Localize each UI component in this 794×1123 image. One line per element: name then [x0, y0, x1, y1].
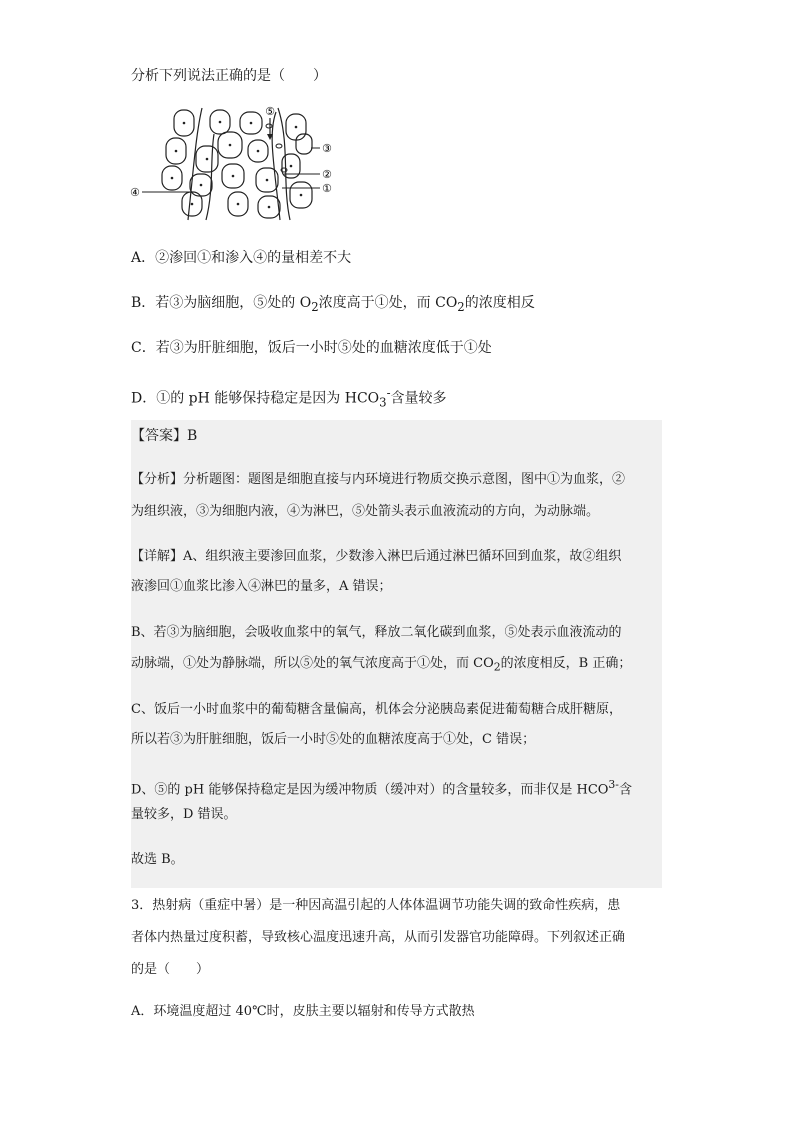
- detail-c-line-1: C、饭后一小时血浆中的葡萄糖含量偏高，机体会分泌胰岛素促进葡萄糖合成肝糖原，: [131, 702, 622, 717]
- option-d: D．①的 pH 能够保持稳定是因为 $HCO_3^-$含量较多: [131, 386, 447, 410]
- detail-a-line-2: 液渗回①血浆比渗入④淋巴的量多，A 错误；: [131, 579, 392, 594]
- question-stem: 分析下列说法正确的是（ ）: [131, 68, 327, 84]
- analysis-line-2: 为组织液，③为细胞内液，④为淋巴，⑤处箭头表示血液流动的方向，为动脉端。: [131, 504, 600, 519]
- label-3: ③: [322, 142, 332, 155]
- tissue-cells: [162, 110, 312, 218]
- detail-c-line-2: 所以若③为肝脏细胞，饭后一小时⑤处的血糖浓度高于①处，C 错误；: [131, 732, 536, 747]
- label-5: ⑤: [265, 105, 275, 118]
- detail-b-line-1: B、若③为脑细胞，会吸收血浆中的氧气，释放二氧化碳到血浆，⑤处表示血液流动的: [131, 625, 622, 640]
- detail-a-line-1: 【详解】A、组织液主要渗回血浆，少数渗入淋巴后通过淋巴循环回到血浆，故②组织: [131, 549, 622, 564]
- question-3-line-1: 3．热射病（重症中暑）是一种因高温引起的人体体温调节功能失调的致命性疾病，患: [131, 898, 621, 913]
- option-c: C．若③为肝脏细胞，饭后一小时⑤处的血糖浓度低于①处: [131, 340, 492, 356]
- question-3-line-3: 的是（ ）: [131, 962, 210, 977]
- answer-line: 【答案】B: [131, 428, 198, 444]
- option-b: B．若③为脑细胞，⑤处的 $O_2$浓度高于①处，而 $CO_2$的浓度相反: [131, 295, 535, 314]
- label-2: ②: [322, 168, 332, 181]
- analysis-line-1: 【分析】分析题图：题图是细胞直接与内环境进行物质交换示意图，图中①为血浆，②: [131, 472, 626, 487]
- detail-d-line-2: 量较多，D 错误。: [131, 807, 237, 822]
- question-3-option-a: A．环境温度超过 40℃时，皮肤主要以辐射和传导方式散热: [131, 1004, 475, 1019]
- option-a: A．②渗回①和渗入④的量相差不大: [131, 250, 352, 266]
- label-4: ④: [130, 186, 140, 199]
- tissue-exchange-figure: [130, 104, 330, 224]
- final-answer: 故选 B。: [131, 852, 184, 867]
- detail-b-line-2: 动脉端，①处为静脉端，所以⑤处的氧气浓度高于①处，而 $CO_2$的浓度相反，B 正确；: [131, 656, 632, 674]
- detail-d-line-1: D、⑤的 pH 能够保持稳定是因为缓冲物质（缓冲对）的含量较多，而非仅是 $HCO^{3-}$含: [131, 778, 632, 798]
- question-3-line-2: 者体内热量过度积蓄，导致核心温度迅速升高，从而引发器官功能障碍。下列叙述正确: [131, 930, 626, 945]
- label-1: ①: [322, 182, 332, 195]
